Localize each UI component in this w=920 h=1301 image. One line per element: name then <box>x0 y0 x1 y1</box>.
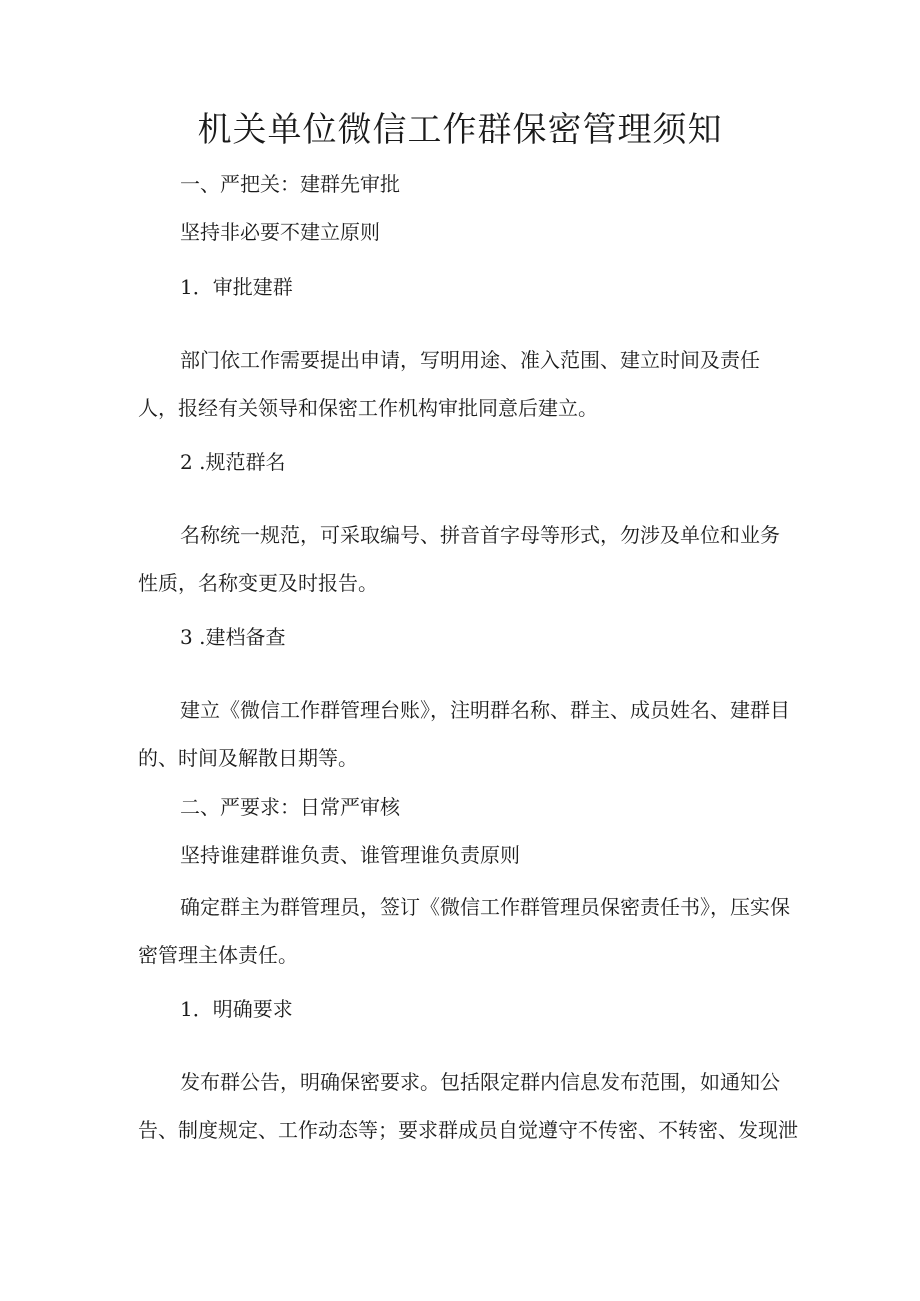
subheading-requirements: 1．明确要求 <box>180 997 293 1021</box>
principle-line-1: 坚持非必要不建立原则 <box>180 220 380 244</box>
document-title: 机关单位微信工作群保密管理须知 <box>197 110 723 150</box>
paragraph-naming: 名称统一规范，可采取编号、拼音首字母等形式，勿涉及单位和业务性质，名称变更及时报告。 <box>138 523 780 595</box>
paragraph-admin: 确定群主为群管理员，签订《微信工作群管理员保密责任书》，压实保密管理主体责任。 <box>138 895 790 967</box>
paragraph-archive: 建立《微信工作群管理台账》，注明群名称、群主、成员姓名、建群目的、时间及解散日期等。 <box>138 698 790 770</box>
principle-line-2: 坚持谁建群谁负责、谁管理谁负责原则 <box>180 843 520 867</box>
subheading-naming: 2 .规范群名 <box>180 450 286 474</box>
paragraph-requirements: 发布群公告，明确保密要求。包括限定群内信息发布范围，如通知公告、制度规定、工作动态等；要求群成员自觉遵守不传密、不转密、发现泄 <box>138 1070 798 1142</box>
subheading-approve: 1．审批建群 <box>180 275 293 299</box>
section-heading-1: 一、严把关：建群先审批 <box>180 172 400 196</box>
paragraph-approve: 部门依工作需要提出申请，写明用途、准入范围、建立时间及责任人，报经有关领导和保密工作机构审批同意后建立。 <box>138 348 760 420</box>
subheading-archive: 3 .建档备查 <box>180 625 286 649</box>
section-heading-2: 二、严要求：日常严审核 <box>180 795 400 819</box>
